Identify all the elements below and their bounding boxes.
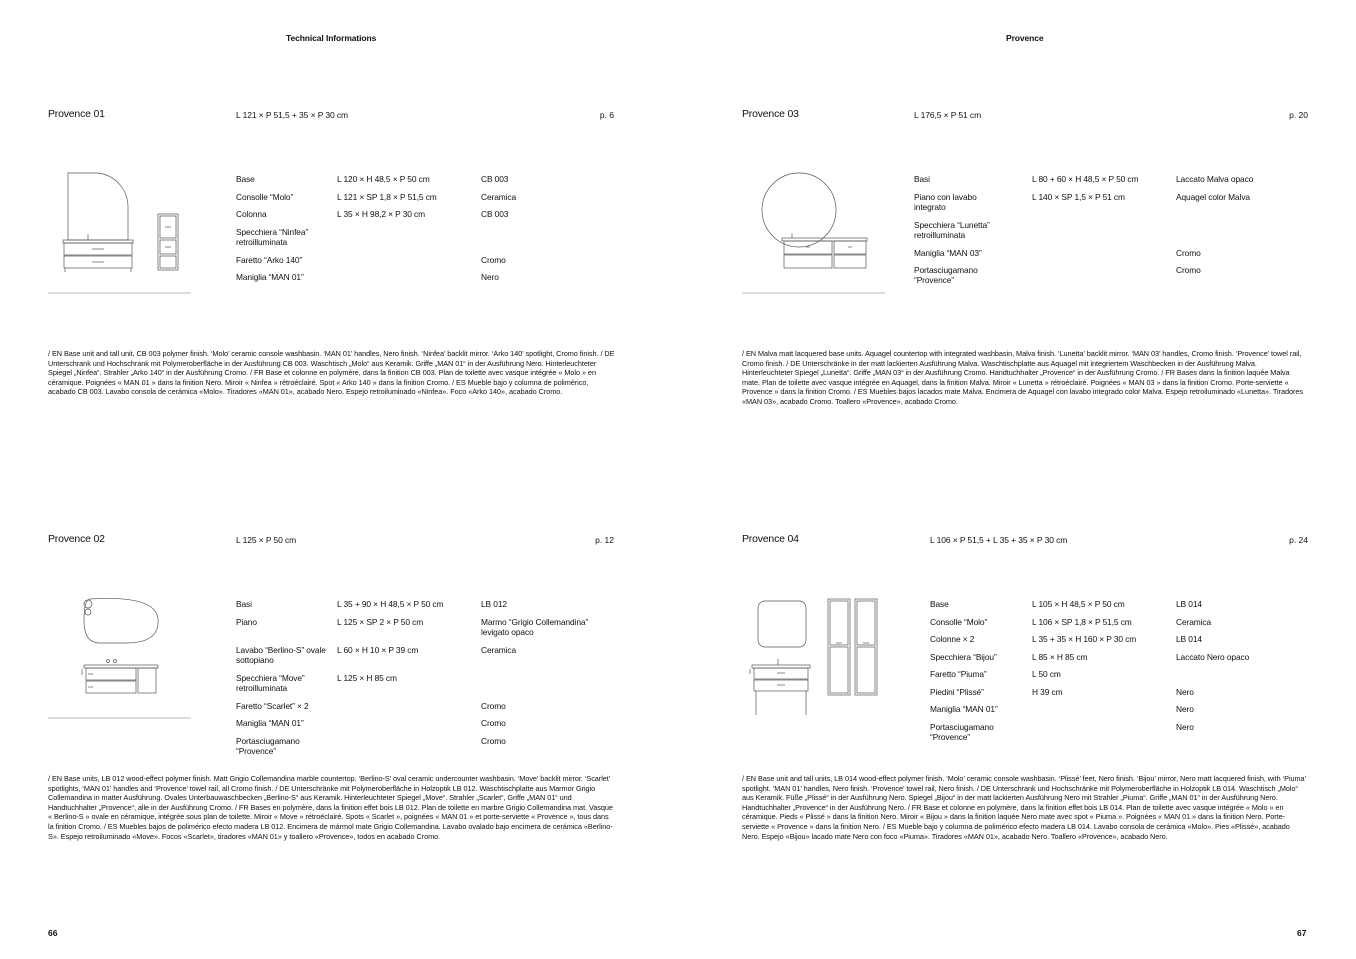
spec-component: Maniglia “MAN 01”: [930, 704, 998, 714]
spec-finish: Nero: [1176, 704, 1194, 714]
spec-size: L 125 × SP 2 × P 50 cm: [337, 616, 424, 627]
product-drawing-provence-04: [742, 595, 887, 721]
section-dimensions: L 121 × P 51,5 + 35 × P 30 cm: [236, 110, 349, 120]
spec-component: Basi: [914, 174, 930, 184]
spec-finish: Cromo: [1176, 265, 1201, 275]
spec-finish: Ceramica: [481, 644, 517, 655]
spec-finish: Cromo: [481, 700, 506, 711]
section-description: / EN Base units, LB 012 wood-effect polymer finish. Matt Grigio Collemandina marble countertop. ‘Berlino-S’ oval ceramic undercounter washbasin. ‘Move’ backlit mirror. ‘Scarlet’ spotlights, ‘MAN 01’ handles and ‘Provence’ towel rail, all Cromo finish. / DE Unterschränke mit Polymeroberfläche in Holzoptik LB 012. Waschtischplatte aus Marmor Grigio Collemandina in matter Ausführung. Ovales Unterbauwaschbecken „Berlino-S“ aus Keramik. Hinterleuchteter Spiegel „Move“. Strahler „Scarlet“, Griffe „MAN 01“ und Handtuchhalter „Provence“, alle in der Ausführung Cromo. / FR Bases en polymère, dans la finition effet bois LB 012. Plan de toilette en marbre Grigio Collemandina mat. Vasque « Berlino-S » ovale en céramique, intégrée sous plan de toilette. Miroir « Move » rétroéclairé. Spots « Scarlet », poignées « MAN 01 » et porte-serviette « Provence », tous dans la finition Cromo. / ES Muebles bajos de polimérico efecto madera LB 012. Encimera de mármol mate Grigio Collemandina. Lavabo ovalado bajo encimera de cerámica «Berlino-S». Espejo retroiluminado «Move». Focos «Scarlet», tiradores «MAN 01» y toallero «Provence», todos en acabado Cromo.: [48, 774, 613, 841]
section-description: / EN Malva matt lacquered base units. Aquagel countertop with integrated washbasin, Malva finish. ‘Lunetta’ backlit mirror. ‘MAN 03’ handles, Cromo finish. ‘Provence’ towel rail, Cromo finish. / DE Unterschränke in der matt lackierten Ausführung Malva. Waschtischplatte aus Aquagel mit integriertem Waschbecken in der Ausführung Malva. Hinterleuchteter Spiegel „Lunetta“. Griffe „MAN 03“ in der Ausführung Cromo. Handtuchhalter „Provence“ in der Ausführung Cromo. / FR Bases dans la finition laquée Malva mate. Plan de toilette avec vasque intégrée en Aquagel, dans la finition Malva. Miroir « Lunetta » rétroéclairé. Poignées « MAN 03 » dans la finition Cromo. Porte-serviette « Provence » dans la finition Cromo. / ES Muebles bajos lacados mate Malva. Encimera de Aquagel con lavabo integrado color Malva. Espejo retroiluminado «Lunetta». Tiradores «MAN 03», acabado Cromo. Toallero «Provence», acabado Cromo.: [742, 349, 1303, 406]
spec-component: Colonne × 2: [930, 634, 975, 644]
spec-component: Lavabo “Berlino-S” ovale sottopiano: [236, 644, 326, 665]
right-page-number: 67: [1297, 928, 1307, 938]
section-description: / EN Base unit and tall units, LB 014 wood-effect polymer finish. ‘Molo’ ceramic console washbasin. ‘Plissé’ feet, Nero finish. ‘Bijou’ mirror, Nero matt lacquered finish, with ‘Piuma’ spotlight. ‘MAN 01’ handles, Nero finish. ‘Provence’ towel rail, Nero finish. / DE Unterschrank und Hochschränke mit Polymeroberfläche in Holzoptik LB 014. Waschtisch „Molo“ aus Keramik. Füße „Plissé“ in der Ausführung Nero. Spiegel „Bijou“ in der matt lackierten Ausführung Nero mit Strahler „Piuma“. Griffe „MAN 01“ in der Ausführung Nero. Handtuchhalter „Provence“ in der Ausführung Nero. / FR Base et colonne en polymère, dans la finition effet bois LB 014. Plan de toilette avec vasque intégrée « Molo » en céramique. Pieds « Plissé » dans la finition Nero. Miroir « Bijou » dans la finition laquée Nero mate avec spot « Piuma ». Poignées « MAN 01 » dans la finition Nero. Porte-serviette « Provence » dans la finition Nero. / ES Mueble bajo y columna de polimérico efecto madera LB 014. Lavabo consola de cerámica «Molo». Pies «Plissé», acabado Nero. Espejo «Bijou» lacado mate Nero con foco «Piuma». Tiradores «MAN 01», acabado Nero. Toallero «Provence», acabado Nero.: [742, 774, 1306, 841]
section-dimensions: L 106 × P 51,5 + L 35 + 35 × P 30 cm: [930, 535, 1068, 545]
spec-component: Portasciugamano “Provence”: [914, 265, 978, 285]
section-title: Provence 01: [48, 108, 105, 120]
section-provence-03: [742, 108, 1308, 418]
spec-component: Faretto “Piuma”: [930, 669, 987, 679]
spec-component: Basi: [236, 599, 252, 609]
spec-component: Portasciugamano “Provence”: [236, 735, 300, 756]
spec-size: L 35 + 35 × H 160 × P 30 cm: [1032, 634, 1137, 644]
spec-finish: CB 003: [481, 209, 509, 219]
spec-finish: Ceramica: [1176, 616, 1212, 627]
spec-component: Piano con lavabo integrato: [914, 191, 977, 212]
spec-size: L 35 × H 98,2 × P 30 cm: [337, 209, 426, 219]
left-page-header: Technical Informations: [286, 33, 377, 43]
section-title: Provence 03: [742, 108, 799, 120]
spec-size: L 125 × H 85 cm: [337, 672, 397, 683]
spec-component: Piano: [236, 616, 257, 627]
product-drawing-provence-02: [48, 595, 193, 721]
spec-finish: Marmo “Grigio Collemandina” levigato opaco: [481, 616, 589, 637]
spec-finish: Nero: [1176, 686, 1194, 697]
spec-finish: Aquagel color Malva: [1176, 191, 1250, 202]
spec-finish: CB 003: [481, 174, 509, 184]
spec-size: L 85 × H 85 cm: [1032, 651, 1088, 662]
section-provence-01: [48, 108, 614, 418]
spec-size: H 39 cm: [1032, 686, 1063, 697]
spec-size: L 80 + 60 × H 48,5 × P 50 cm: [1032, 174, 1139, 184]
section-page-ref: p. 12: [595, 535, 614, 545]
spec-component: Specchiera “Bijou”: [930, 651, 997, 662]
spec-finish: Ceramica: [481, 191, 517, 202]
spec-finish: LB 012: [481, 599, 507, 609]
spec-component: Specchiera “Lunetta” retroilluminata: [914, 219, 990, 240]
spec-finish: Nero: [481, 272, 499, 282]
spec-component: Maniglia “MAN 01”: [236, 718, 304, 728]
section-title: Provence 04: [742, 533, 799, 545]
spec-size: L 50 cm: [1032, 669, 1061, 679]
spec-size: L 140 × SP 1,5 × P 51 cm: [1032, 191, 1125, 202]
spec-component: Specchiera “Move” retroilluminata: [236, 672, 305, 693]
spec-component: Maniglia “MAN 03”: [914, 247, 982, 258]
spec-component: Piedini “Plissé”: [930, 686, 984, 697]
spec-size: L 121 × SP 1,8 × P 51,5 cm: [337, 191, 437, 202]
section-title: Provence 02: [48, 533, 105, 545]
spec-component: Consolle “Molo”: [930, 616, 988, 627]
spec-finish: LB 014: [1176, 634, 1202, 644]
section-provence-04: [742, 533, 1308, 853]
right-page-header: Provence: [1006, 33, 1044, 43]
section-page-ref: p. 24: [1289, 535, 1308, 545]
section-page-ref: p. 6: [599, 110, 614, 120]
section-description: / EN Base unit and tall unit, CB 003 polymer finish. ‘Molo’ ceramic console washbasin. ‘MAN 01’ handles, Nero finish. ‘Ninfea’ backlit mirror. ‘Arko 140’ spotlight, Cromo finish. / DE Unterschrank und Hochschrank mit Polymeroberfläche in der Ausführung CB 003. Waschtisch „Molo“ aus Keramik. Griffe „MAN 01“ in der Ausführung Nero. Hinterleuchteter Spiegel „Ninfea“. Strahler „Arko 140“ in der Ausführung Cromo. / FR Base et colonne en polymère, dans la finition CB 003. Plan de toilette avec vasque intégrée « Molo » en céramique. Poignées « MAN 01 » dans la finition Nero. Miroir « Ninfea » rétroéclairé. Spot « Arko 140 » dans la finition Cromo. / ES Mueble bajo y columna de polimérico, acabado CB 003. Lavabo consola de cerámica «Molo». Tiradores «MAN 01», acabado Nero. Espejo retroiluminado «Ninfea». Foco «Arko 140», acabado Cromo.: [48, 349, 615, 397]
spec-component: Faretto “Scarlet” × 2: [236, 700, 309, 711]
spec-size: L 35 + 90 × H 48,5 × P 50 cm: [337, 599, 444, 609]
product-drawing-provence-03: [742, 170, 887, 296]
spec-finish: Laccato Malva opaco: [1176, 174, 1254, 184]
spec-size: L 106 × SP 1,8 × P 51,5 cm: [1032, 616, 1132, 627]
spec-finish: Nero: [1176, 721, 1194, 732]
section-provence-02: [48, 533, 614, 853]
spec-finish: Cromo: [481, 735, 506, 746]
spec-component: Base: [930, 599, 949, 609]
left-page-number: 66: [48, 928, 58, 938]
spec-component: Specchiera “Ninfea” retroilluminata: [236, 226, 309, 247]
spec-component: Faretto “Arko 140”: [236, 254, 303, 265]
product-drawing-provence-01: [48, 170, 193, 296]
section-dimensions: L 176,5 × P 51 cm: [914, 110, 982, 120]
spec-finish: LB 014: [1176, 599, 1202, 609]
spec-component: Base: [236, 174, 255, 184]
spec-component: Colonna: [236, 209, 267, 219]
spec-finish: Laccato Nero opaco: [1176, 651, 1250, 662]
spec-finish: Cromo: [481, 718, 506, 728]
spec-size: L 60 × H 10 × P 39 cm: [337, 644, 419, 655]
spec-finish: Cromo: [481, 254, 506, 265]
spec-size: L 105 × H 48,5 × P 50 cm: [1032, 599, 1125, 609]
spec-component: Maniglia “MAN 01”: [236, 272, 304, 282]
section-dimensions: L 125 × P 50 cm: [236, 535, 297, 545]
spec-component: Portasciugamano “Provence”: [930, 721, 994, 742]
section-page-ref: p. 20: [1289, 110, 1308, 120]
spec-finish: Cromo: [1176, 247, 1201, 258]
spec-size: L 120 × H 48,5 × P 50 cm: [337, 174, 430, 184]
spec-component: Consolle “Molo”: [236, 191, 294, 202]
